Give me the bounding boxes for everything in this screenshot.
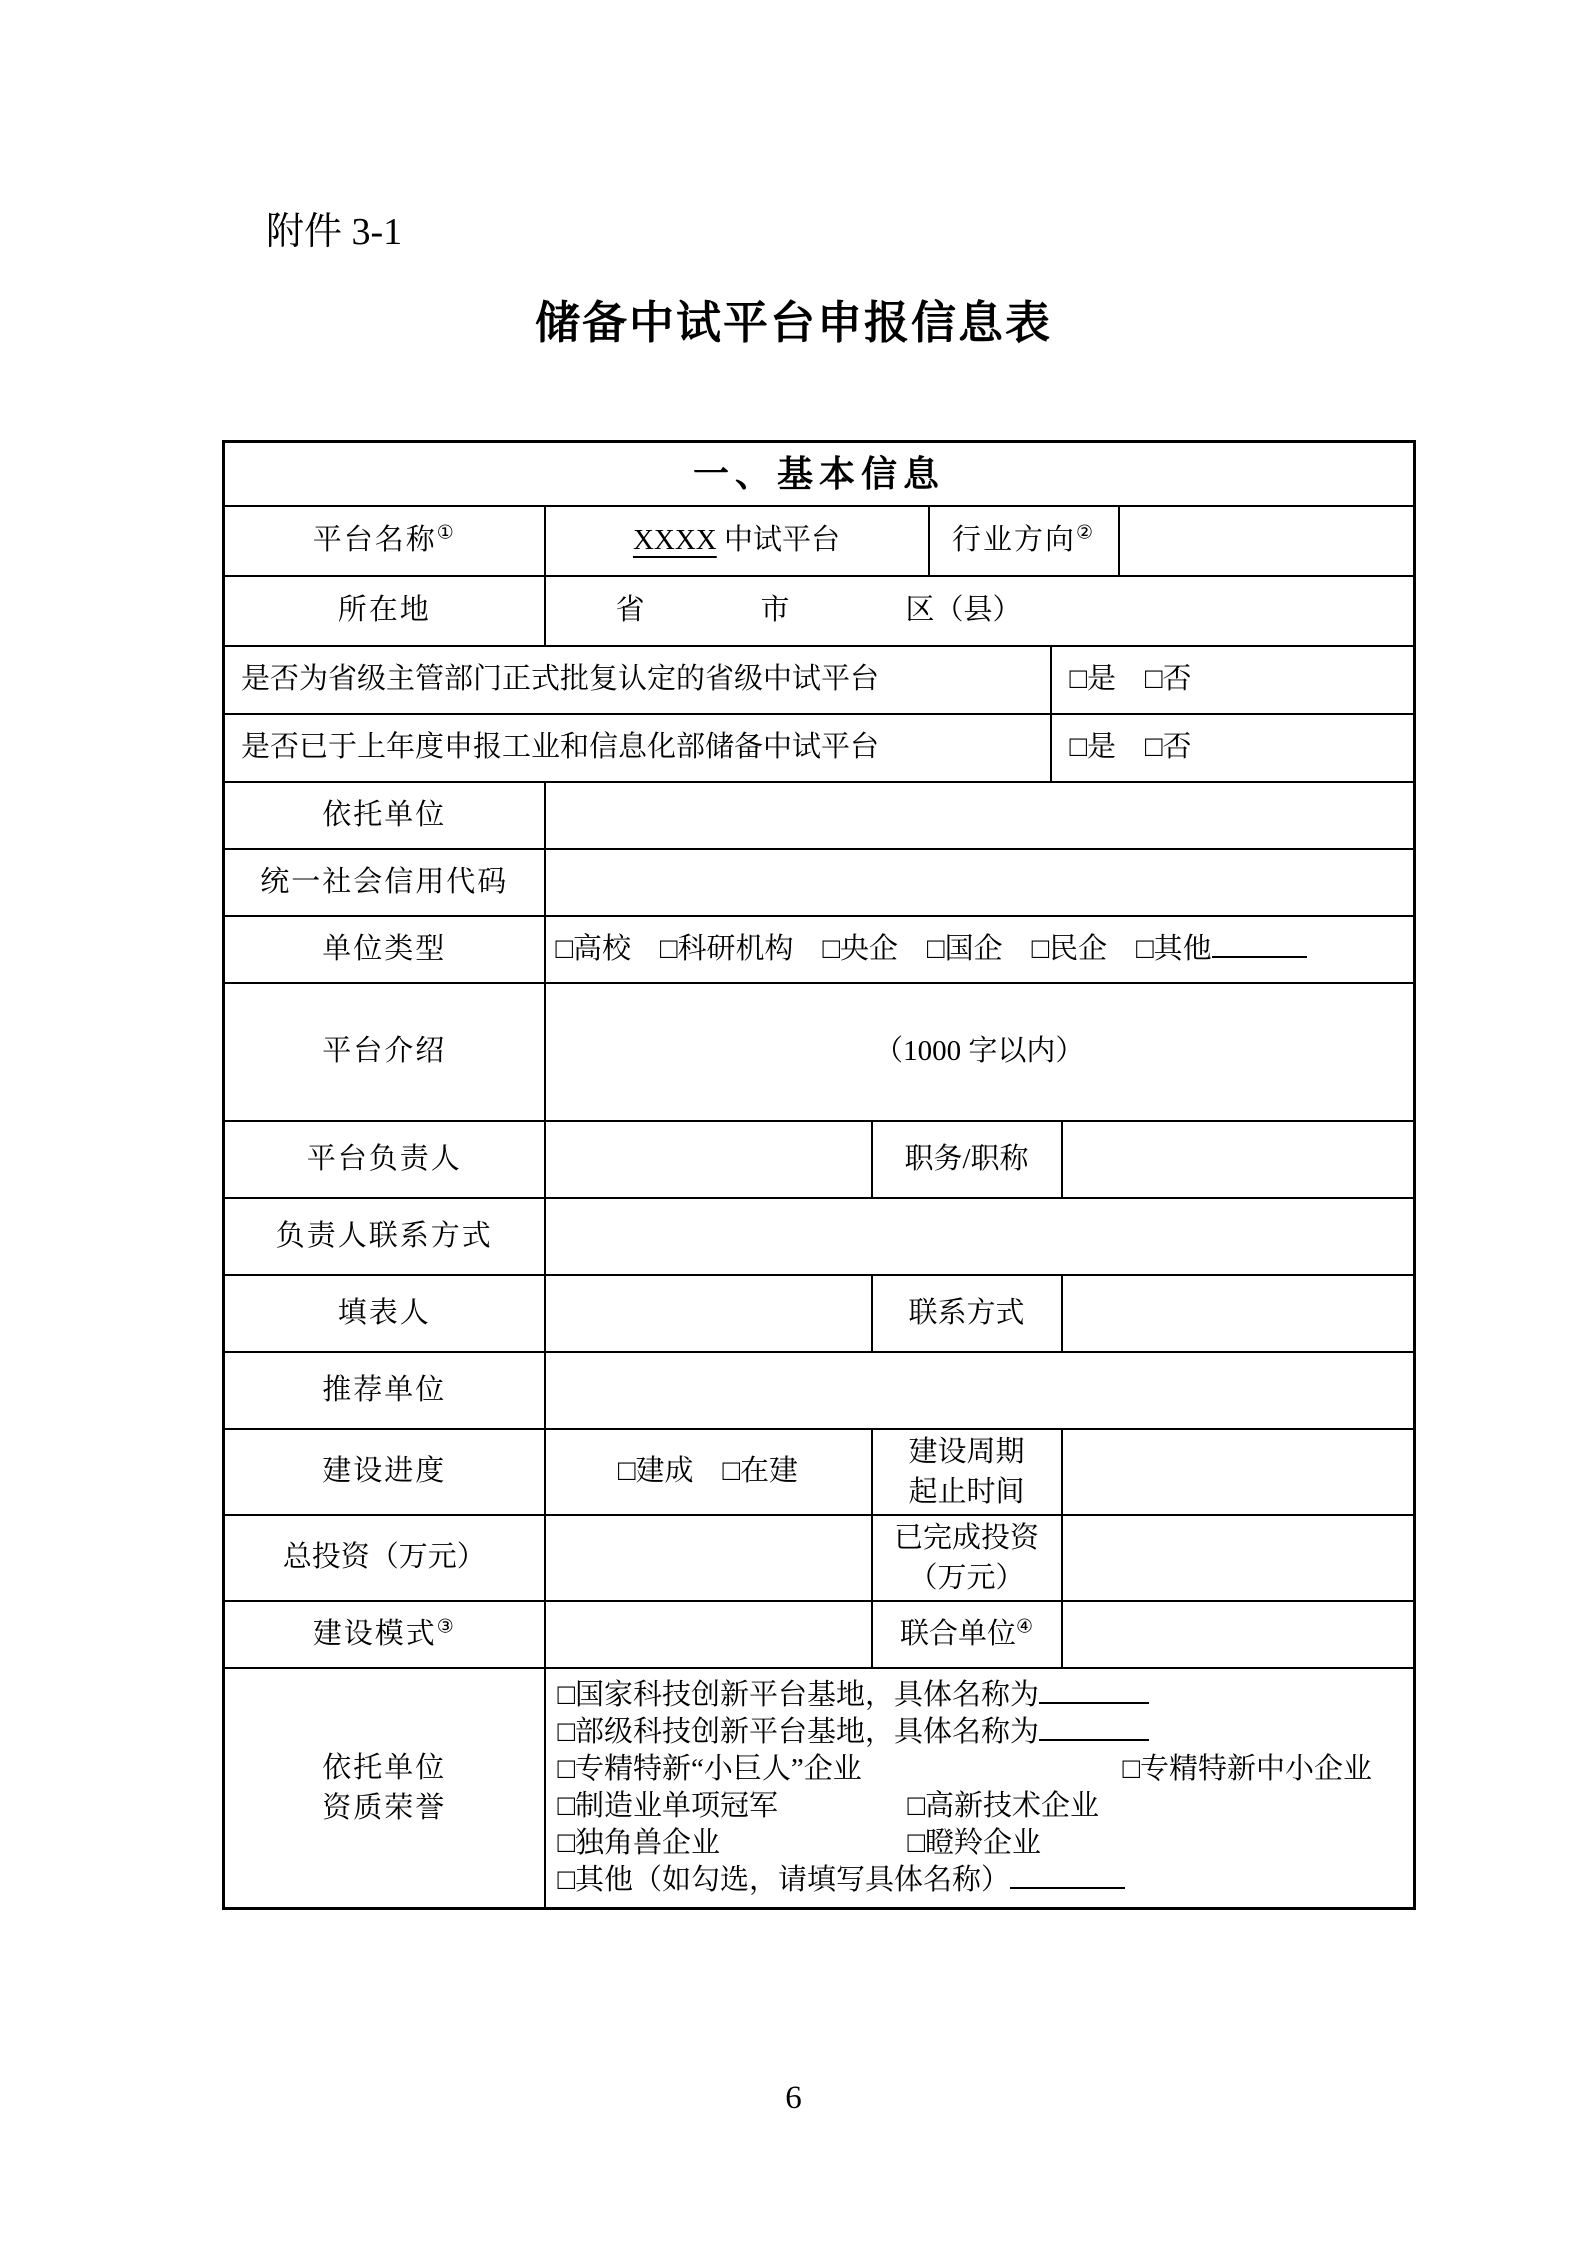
honors-row bbox=[224, 1668, 1415, 1909]
platform-leader-row bbox=[224, 1121, 1415, 1198]
construction-mode-label: 建设模式③ bbox=[224, 1601, 545, 1668]
filler-contact-label: 联系方式 bbox=[872, 1275, 1062, 1352]
honor-option-specialized: □专精特新“小巨人”企业 □专精特新中小企业 bbox=[557, 1752, 1373, 1785]
completed-investment-value-cell bbox=[1062, 1515, 1415, 1601]
honors-options bbox=[545, 1668, 1415, 1909]
total-investment-label: 总投资（万元） bbox=[224, 1515, 545, 1601]
form-filler-label: 填表人 bbox=[224, 1275, 545, 1352]
prior-year-question: 是否已于上年度申报工业和信息化部储备中试平台 bbox=[224, 714, 1051, 782]
platform-name-value: XXXX 中试平台 bbox=[545, 506, 929, 576]
unit-type-row bbox=[224, 916, 1415, 983]
form-filler-value-cell bbox=[545, 1275, 872, 1352]
joint-unit-value-cell bbox=[1062, 1601, 1415, 1668]
platform-intro-label: 平台介绍 bbox=[224, 983, 545, 1121]
honor-other-blank-line bbox=[1010, 1865, 1125, 1889]
footnote-3-marker: ③ bbox=[436, 1616, 456, 1638]
total-investment-value-cell bbox=[545, 1515, 872, 1601]
platform-intro-row bbox=[224, 983, 1415, 1121]
location-value: 省 市 区（县） bbox=[545, 576, 1415, 646]
investment-row bbox=[224, 1515, 1415, 1601]
recommender-value-cell bbox=[545, 1352, 1415, 1429]
construction-mode-row bbox=[224, 1601, 1415, 1668]
credit-code-value-cell bbox=[545, 849, 1415, 916]
platform-intro-placeholder: （1000 字以内） bbox=[545, 983, 1415, 1121]
honor-option-unicorn: □独角兽企业 □瞪羚企业 bbox=[557, 1826, 1042, 1859]
footnote-1-marker: ① bbox=[436, 522, 456, 544]
recommender-label: 推荐单位 bbox=[224, 1352, 545, 1429]
completed-investment-label: 已完成投资 （万元） bbox=[872, 1515, 1062, 1601]
platform-name-placeholder: XXXX bbox=[632, 524, 717, 557]
position-title-label: 职务/职称 bbox=[872, 1121, 1062, 1198]
honor-option-national: □国家科技创新平台基地，具体名称为 bbox=[558, 1677, 1402, 1714]
industry-label: 行业方向② bbox=[929, 506, 1119, 576]
support-unit-row bbox=[224, 782, 1415, 849]
unit-type-label: 单位类型 bbox=[224, 916, 545, 983]
platform-leader-label: 平台负责人 bbox=[224, 1121, 545, 1198]
honor-ministerial-blank-line bbox=[1039, 1717, 1149, 1741]
leader-contact-row bbox=[224, 1198, 1415, 1275]
construction-mode-value-cell bbox=[545, 1601, 872, 1668]
position-title-value-cell bbox=[1062, 1121, 1415, 1198]
location-row bbox=[224, 576, 1415, 646]
platform-leader-value-cell bbox=[545, 1121, 872, 1198]
honor-national-blank-line bbox=[1039, 1680, 1149, 1704]
provincial-question-row bbox=[224, 646, 1415, 714]
support-unit-value-cell bbox=[545, 782, 1415, 849]
joint-unit-label: 联合单位④ bbox=[872, 1601, 1062, 1668]
location-label: 所在地 bbox=[224, 576, 545, 646]
credit-code-row bbox=[224, 849, 1415, 916]
credit-code-label: 统一社会信用代码 bbox=[224, 849, 545, 916]
progress-options: □建成 □在建 bbox=[545, 1429, 872, 1515]
section-title: 一、基本信息 bbox=[224, 442, 1415, 506]
honors-label: 依托单位 资质荣誉 bbox=[224, 1668, 545, 1909]
page-number: 6 bbox=[785, 2080, 802, 2116]
footnote-2-marker: ② bbox=[1075, 522, 1096, 544]
prior-year-question-row bbox=[224, 714, 1415, 782]
progress-row bbox=[224, 1429, 1415, 1515]
progress-label: 建设进度 bbox=[224, 1429, 545, 1515]
period-value-cell bbox=[1062, 1429, 1415, 1515]
platform-name-row bbox=[224, 506, 1415, 576]
leader-contact-label: 负责人联系方式 bbox=[224, 1198, 545, 1275]
honor-option-champion: □制造业单项冠军 □高新技术企业 bbox=[557, 1789, 1100, 1822]
application-form-table bbox=[222, 440, 1416, 1910]
period-label: 建设周期 起止时间 bbox=[872, 1429, 1062, 1515]
provincial-yes-no-options: □是 □否 bbox=[1051, 646, 1415, 714]
honor-option-ministerial: □部级科技创新平台基地，具体名称为 bbox=[558, 1714, 1402, 1751]
industry-value-cell bbox=[1119, 506, 1415, 576]
section-header-row bbox=[224, 442, 1415, 506]
document-title: 储备中试平台申报信息表 bbox=[534, 298, 1052, 348]
unit-type-options: □高校 □科研机构 □央企 □国企 □民企 □其他 bbox=[545, 916, 1415, 983]
form-filler-row bbox=[224, 1275, 1415, 1352]
recommender-row bbox=[224, 1352, 1415, 1429]
attachment-label: 附件 3-1 bbox=[266, 211, 403, 253]
provincial-question: 是否为省级主管部门正式批复认定的省级中试平台 bbox=[224, 646, 1051, 714]
support-unit-label: 依托单位 bbox=[224, 782, 545, 849]
unit-type-other-blank-line bbox=[1212, 934, 1307, 958]
honor-option-other: □其他（如勾选，请填写具体名称） bbox=[558, 1862, 1402, 1899]
leader-contact-value-cell bbox=[545, 1198, 1415, 1275]
footnote-4-marker: ④ bbox=[1015, 1616, 1034, 1638]
prior-year-yes-no-options: □是 □否 bbox=[1051, 714, 1415, 782]
filler-contact-value-cell bbox=[1062, 1275, 1415, 1352]
platform-name-label: 平台名称① bbox=[224, 506, 545, 576]
